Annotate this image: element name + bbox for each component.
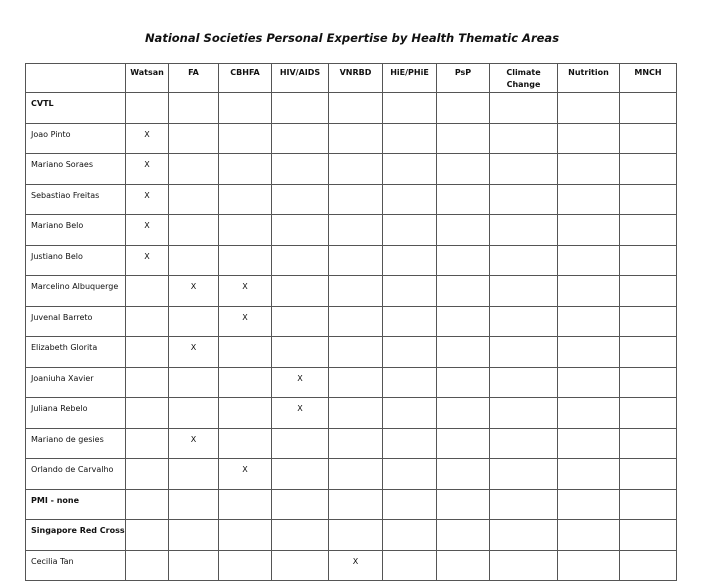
column-header <box>26 64 126 93</box>
expertise-mark-cell <box>558 367 620 398</box>
expertise-mark-cell <box>558 489 620 520</box>
expertise-mark-cell <box>437 215 490 246</box>
expertise-mark-cell <box>329 337 383 368</box>
expertise-mark-cell <box>169 550 219 581</box>
expertise-mark-cell <box>329 489 383 520</box>
expertise-mark-cell <box>558 93 620 124</box>
expertise-mark-cell <box>126 550 169 581</box>
expertise-mark-cell <box>490 489 558 520</box>
expertise-mark-cell <box>620 276 677 307</box>
expertise-mark-cell <box>126 428 169 459</box>
expertise-mark-cell <box>272 245 329 276</box>
expertise-mark-cell <box>437 398 490 429</box>
expertise-mark-cell <box>558 459 620 490</box>
expertise-mark-cell <box>126 398 169 429</box>
expertise-mark-cell <box>437 184 490 215</box>
expertise-mark-cell <box>272 154 329 185</box>
expertise-mark-cell <box>620 337 677 368</box>
expertise-mark-cell: X <box>219 306 272 337</box>
expertise-mark-cell <box>620 93 677 124</box>
person-name-cell: Cecilia Tan <box>26 550 126 581</box>
table-row <box>26 245 677 276</box>
expertise-mark-cell <box>558 337 620 368</box>
expertise-mark-cell: X <box>126 184 169 215</box>
expertise-mark-cell <box>272 93 329 124</box>
expertise-mark-cell <box>383 489 437 520</box>
expertise-mark-cell <box>329 398 383 429</box>
expertise-mark-cell <box>437 276 490 307</box>
expertise-mark-cell: X <box>169 337 219 368</box>
column-header: PsP <box>437 64 490 93</box>
expertise-mark-cell <box>620 245 677 276</box>
expertise-mark-cell <box>272 337 329 368</box>
expertise-mark-cell <box>329 184 383 215</box>
expertise-mark-cell <box>383 367 437 398</box>
expertise-mark-cell <box>490 367 558 398</box>
expertise-mark-cell: X <box>219 459 272 490</box>
expertise-mark-cell <box>620 520 677 551</box>
expertise-mark-cell <box>169 489 219 520</box>
header-row <box>26 64 677 93</box>
expertise-mark-cell <box>329 276 383 307</box>
person-name-cell: Justiano Belo <box>26 245 126 276</box>
expertise-mark-cell <box>490 215 558 246</box>
expertise-mark-cell <box>490 520 558 551</box>
expertise-mark-cell: X <box>126 154 169 185</box>
expertise-mark-cell <box>169 459 219 490</box>
expertise-mark-cell <box>490 184 558 215</box>
column-header: VNRBD <box>329 64 383 93</box>
table-row <box>26 215 677 246</box>
expertise-mark-cell <box>383 276 437 307</box>
expertise-mark-cell <box>219 550 272 581</box>
expertise-table <box>25 63 677 581</box>
expertise-mark-cell <box>437 489 490 520</box>
expertise-mark-cell <box>272 123 329 154</box>
table-row <box>26 184 677 215</box>
person-name-cell: Sebastiao Freitas <box>26 184 126 215</box>
expertise-mark-cell <box>437 154 490 185</box>
person-name-cell: Singapore Red Cross <box>26 520 126 551</box>
person-name-cell: Mariano Belo <box>26 215 126 246</box>
expertise-mark-cell <box>219 367 272 398</box>
expertise-mark-cell <box>383 184 437 215</box>
person-name-cell: Joao Pinto <box>26 123 126 154</box>
person-name-cell: Juvenal Barreto <box>26 306 126 337</box>
expertise-mark-cell <box>126 337 169 368</box>
person-name-cell: Elizabeth Glorita <box>26 337 126 368</box>
expertise-mark-cell <box>219 428 272 459</box>
expertise-mark-cell <box>620 398 677 429</box>
expertise-mark-cell <box>558 215 620 246</box>
expertise-mark-cell <box>272 306 329 337</box>
expertise-mark-cell <box>329 428 383 459</box>
expertise-mark-cell: X <box>169 276 219 307</box>
table-row <box>26 489 677 520</box>
expertise-mark-cell <box>126 306 169 337</box>
column-header: HiE/PHiE <box>383 64 437 93</box>
expertise-mark-cell <box>620 306 677 337</box>
expertise-mark-cell <box>558 123 620 154</box>
expertise-mark-cell <box>620 459 677 490</box>
expertise-mark-cell <box>329 245 383 276</box>
expertise-mark-cell <box>383 215 437 246</box>
column-header: MNCH <box>620 64 677 93</box>
expertise-mark-cell <box>272 276 329 307</box>
expertise-mark-cell <box>169 398 219 429</box>
expertise-mark-cell <box>169 367 219 398</box>
person-name-cell: Marcelino Albuquerge <box>26 276 126 307</box>
expertise-mark-cell <box>126 489 169 520</box>
expertise-mark-cell <box>558 306 620 337</box>
table-row <box>26 428 677 459</box>
expertise-mark-cell <box>329 215 383 246</box>
expertise-mark-cell <box>219 489 272 520</box>
expertise-mark-cell: X <box>329 550 383 581</box>
expertise-mark-cell <box>558 154 620 185</box>
expertise-mark-cell <box>329 367 383 398</box>
person-name-cell: CVTL <box>26 93 126 124</box>
expertise-mark-cell: X <box>169 428 219 459</box>
expertise-mark-cell <box>169 520 219 551</box>
expertise-mark-cell: X <box>272 398 329 429</box>
expertise-mark-cell <box>490 306 558 337</box>
expertise-mark-cell <box>169 306 219 337</box>
expertise-mark-cell <box>219 215 272 246</box>
table-row <box>26 398 677 429</box>
expertise-mark-cell <box>437 428 490 459</box>
expertise-mark-cell <box>169 123 219 154</box>
expertise-mark-cell <box>126 367 169 398</box>
expertise-mark-cell <box>620 123 677 154</box>
expertise-mark-cell <box>272 550 329 581</box>
expertise-mark-cell <box>558 184 620 215</box>
expertise-mark-cell <box>490 398 558 429</box>
expertise-mark-cell <box>437 245 490 276</box>
expertise-mark-cell <box>437 93 490 124</box>
expertise-mark-cell <box>490 154 558 185</box>
expertise-mark-cell <box>490 123 558 154</box>
table-row <box>26 306 677 337</box>
expertise-mark-cell <box>558 550 620 581</box>
expertise-mark-cell <box>383 154 437 185</box>
expertise-mark-cell <box>558 245 620 276</box>
expertise-mark-cell <box>169 215 219 246</box>
expertise-mark-cell <box>169 93 219 124</box>
table-row <box>26 93 677 124</box>
expertise-mark-cell <box>169 154 219 185</box>
expertise-mark-cell: X <box>272 367 329 398</box>
expertise-mark-cell <box>329 459 383 490</box>
table-row <box>26 367 677 398</box>
expertise-mark-cell <box>620 550 677 581</box>
expertise-mark-cell <box>437 306 490 337</box>
page-title: National Societies Personal Expertise by Health Thematic Areas <box>144 31 560 45</box>
table-body <box>26 93 677 581</box>
expertise-mark-cell <box>490 245 558 276</box>
expertise-mark-cell <box>329 154 383 185</box>
expertise-mark-cell <box>329 520 383 551</box>
person-name-cell: PMI - none <box>26 489 126 520</box>
expertise-mark-cell <box>219 93 272 124</box>
person-name-cell: Juliana Rebelo <box>26 398 126 429</box>
expertise-mark-cell <box>329 123 383 154</box>
expertise-mark-cell <box>558 428 620 459</box>
column-header: Climate Change <box>490 64 558 93</box>
expertise-mark-cell <box>383 245 437 276</box>
expertise-mark-cell <box>329 306 383 337</box>
expertise-mark-cell <box>272 215 329 246</box>
table-row <box>26 550 677 581</box>
expertise-mark-cell <box>126 520 169 551</box>
expertise-mark-cell <box>437 367 490 398</box>
expertise-mark-cell <box>490 276 558 307</box>
expertise-mark-cell <box>437 337 490 368</box>
expertise-mark-cell <box>437 459 490 490</box>
expertise-mark-cell <box>126 276 169 307</box>
expertise-mark-cell: X <box>126 123 169 154</box>
expertise-mark-cell <box>558 276 620 307</box>
table-row <box>26 459 677 490</box>
expertise-mark-cell <box>169 245 219 276</box>
column-header: CBHFA <box>219 64 272 93</box>
expertise-mark-cell <box>437 520 490 551</box>
person-name-cell: Mariano de gesies <box>26 428 126 459</box>
expertise-mark-cell <box>383 93 437 124</box>
expertise-mark-cell <box>219 245 272 276</box>
table-row <box>26 337 677 368</box>
expertise-mark-cell <box>169 184 219 215</box>
expertise-mark-cell <box>620 154 677 185</box>
column-header: HIV/AIDS <box>272 64 329 93</box>
expertise-mark-cell <box>490 337 558 368</box>
expertise-mark-cell <box>620 215 677 246</box>
expertise-mark-cell: X <box>219 276 272 307</box>
expertise-mark-cell: X <box>126 245 169 276</box>
expertise-mark-cell <box>490 550 558 581</box>
expertise-mark-cell <box>272 459 329 490</box>
expertise-mark-cell <box>383 398 437 429</box>
expertise-mark-cell <box>219 337 272 368</box>
expertise-mark-cell <box>272 184 329 215</box>
expertise-mark-cell <box>219 398 272 429</box>
expertise-mark-cell <box>620 489 677 520</box>
expertise-mark-cell <box>219 520 272 551</box>
column-header: FA <box>169 64 219 93</box>
expertise-mark-cell <box>329 93 383 124</box>
expertise-mark-cell <box>490 459 558 490</box>
table-row <box>26 123 677 154</box>
expertise-mark-cell <box>383 428 437 459</box>
person-name-cell: Joaniuha Xavier <box>26 367 126 398</box>
person-name-cell: Orlando de Carvalho <box>26 459 126 490</box>
expertise-mark-cell <box>620 428 677 459</box>
table-row <box>26 520 677 551</box>
table-row <box>26 276 677 307</box>
table-row <box>26 154 677 185</box>
expertise-mark-cell <box>383 459 437 490</box>
expertise-mark-cell: X <box>126 215 169 246</box>
expertise-mark-cell <box>383 306 437 337</box>
expertise-mark-cell <box>219 184 272 215</box>
expertise-mark-cell <box>272 489 329 520</box>
expertise-mark-cell <box>383 123 437 154</box>
expertise-mark-cell <box>437 123 490 154</box>
expertise-mark-cell <box>126 459 169 490</box>
expertise-mark-cell <box>383 337 437 368</box>
expertise-mark-cell <box>219 123 272 154</box>
expertise-mark-cell <box>558 520 620 551</box>
expertise-mark-cell <box>272 428 329 459</box>
person-name-cell: Mariano Soraes <box>26 154 126 185</box>
expertise-mark-cell <box>126 93 169 124</box>
expertise-mark-cell <box>219 154 272 185</box>
expertise-mark-cell <box>272 520 329 551</box>
expertise-mark-cell <box>558 398 620 429</box>
expertise-mark-cell <box>383 520 437 551</box>
expertise-mark-cell <box>490 93 558 124</box>
expertise-mark-cell <box>437 550 490 581</box>
column-header: Watsan <box>126 64 169 93</box>
column-header: Nutrition <box>558 64 620 93</box>
expertise-mark-cell <box>383 550 437 581</box>
expertise-mark-cell <box>490 428 558 459</box>
expertise-mark-cell <box>620 184 677 215</box>
expertise-mark-cell <box>620 367 677 398</box>
